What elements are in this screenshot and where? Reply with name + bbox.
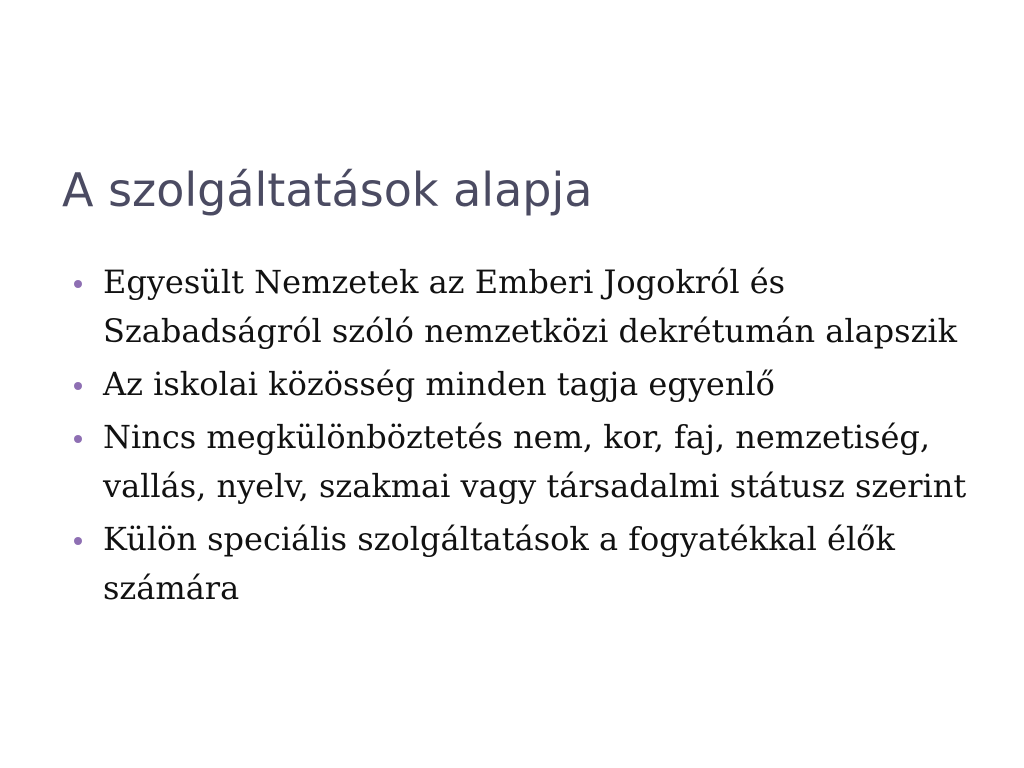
bullet-text: Egyesült Nemzetek az Emberi Jogokról és Szabadságról szóló nemzetközi dekrétumán alapszik [103,263,958,350]
slide-title: A szolgáltatások alapja [62,163,593,217]
bullet-item [74,413,974,511]
bullet-dot-icon [74,280,82,288]
bullet-item [74,360,974,409]
bullet-text: Nincs megkülönböztetés nem, kor, faj, nemzetiség, vallás, nyelv, szakmai vagy társadalmi státusz szerint [103,418,967,505]
bullet-item [74,258,974,356]
bullet-item [74,515,974,613]
bullet-text: Külön speciális szolgáltatások a fogyatékkal élők számára [103,520,895,607]
bullet-dot-icon [74,382,82,390]
bullet-dot-icon [74,537,82,545]
bullet-dot-icon [74,435,82,443]
bullet-list [74,258,974,617]
bullet-text: Az iskolai közösség minden tagja egyenlő [103,365,775,403]
